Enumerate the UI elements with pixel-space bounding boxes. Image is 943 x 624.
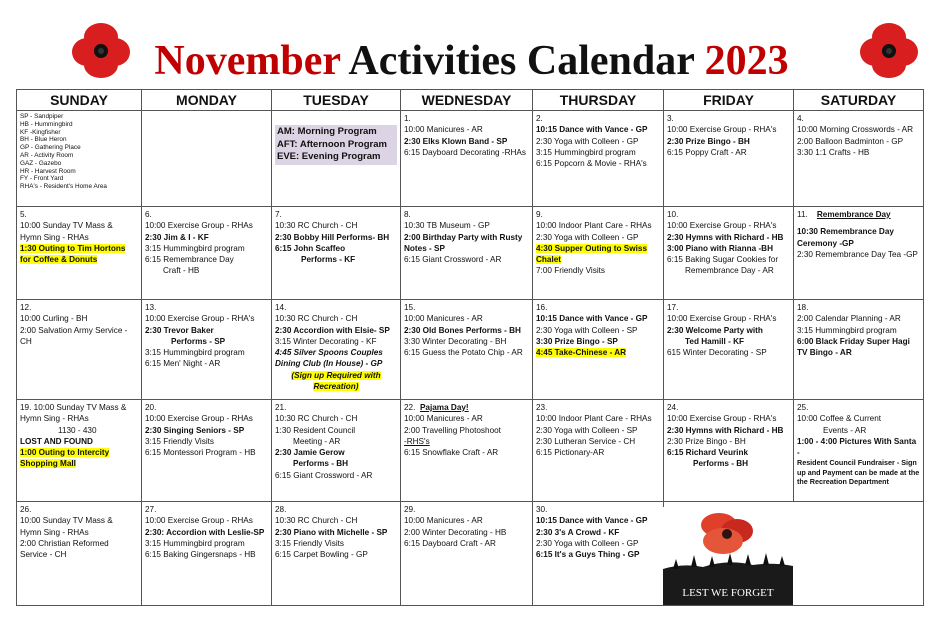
event: 3:15 Hummingbird program [145,348,245,358]
event: 10:00 Curling - BH [20,314,88,324]
event: 10:30 RC Church - CH [275,221,358,231]
day-cell [533,400,664,502]
day-cell [401,300,533,400]
event: 10:00 Exercise Group - RHA's [667,221,777,231]
day-number: 13. [145,303,157,312]
event: 6:15 Men' Night - AR [145,359,221,369]
event: 2:00 Salvation Army Service - CH [20,325,128,346]
event: 10:15 Dance with Vance - GP [536,314,648,324]
day-number: 14. [275,303,287,312]
event: 2:30 Yoga with Colleen - SP [536,325,638,335]
legend-item: BH - Blue Heron [20,136,67,144]
event: 10:00 Exercise Group - RHAs [145,414,253,424]
day-number: 23. [536,403,548,412]
day-cell [272,207,401,300]
day-cell [401,207,533,300]
event: 10:00 Manicures - AR [404,414,483,424]
event: 2:30 Prize Bingo - BH [667,436,746,446]
legend-item: FY - Front Yard [20,175,64,183]
program-key-item: AFT: Afternoon Program [277,138,387,150]
event: 3:15 Hummingbird program [145,538,245,548]
program-key-item: EVE: Evening Program [277,151,381,162]
event: Performs - BH [693,459,749,469]
event: 6:15 Poppy Craft - AR [667,147,747,157]
highlighted-event: 4:30 Supper Outing to Swiss Chalet [536,243,648,265]
event: 2:30 Old Bones Performs - BH [404,325,521,335]
day-number: 10. [667,210,679,219]
event: Remembrance Day - AR [685,266,774,276]
event: 10:00 Exercise Group - RHAs [145,516,253,526]
day-cell [272,300,401,400]
weekday-header-row [17,90,924,111]
event: 2:30 Remembrance Day Tea -GP [797,249,918,259]
day-number: 1. [404,114,411,123]
legend-item: GAZ - Gazebo [20,159,62,167]
day-cell [272,400,401,502]
event: 10:00 Coffee & Current [797,414,882,424]
event: 2:00 Balloon Badminton - GP [797,136,904,146]
event: 10:30 RC Church - CH [275,314,358,324]
weekday-header: WEDNESDAY [401,90,533,111]
day-number: 6. [145,210,152,219]
event: 6:15 Dayboard Craft - AR [404,538,496,548]
event: 2:30 Accordion with Elsie- SP [275,325,390,335]
event: 2:00 Calendar Planning - AR [797,314,901,324]
day-number: 16. [536,303,548,312]
day-number: 20. [145,403,157,412]
event: 6:15 John Scaffeo [275,243,346,253]
event: Hymn Sing - RHAs [20,232,89,242]
weekday-header: SUNDAY [17,90,142,111]
event: Performs - BH [293,459,349,469]
day-cell [272,502,401,606]
event: 10:30 TB Museum - GP [404,221,490,231]
week-row [17,400,924,502]
day-cell [664,207,794,300]
day-number: 11. [797,210,808,219]
empty-day-cell [142,111,272,207]
poppy-icon [70,20,132,82]
event: 7:00 Friendly Visits [536,266,606,276]
event: 2:30 Welcome Party with [667,325,763,335]
title-month: November [154,38,341,84]
event: 10:30 RC Church - CH [275,516,358,526]
event: 10:00 Manicures - AR [404,516,483,526]
day-number: 18. [797,303,809,312]
day-cell [794,400,924,502]
legend-item: KF -Kingfisher [20,128,61,136]
event: 10:15 Dance with Vance - GP [536,516,648,526]
day-cell [533,300,664,400]
event: 10:30 RC Church - CH [275,414,358,424]
calendar-title [0,38,943,84]
event: 6:15 Richard Veurink [667,448,748,458]
event: 3:15 Hummingbird program [145,243,245,253]
event: 10:00 Indoor Plant Care - RHAs [536,221,652,231]
event: Service - CH [20,550,67,560]
fundraiser-note: Resident Council Fundraiser - Sign up and Payment can be made at the the Recreation Department [797,458,920,487]
event: 2:00 Winter Decorating - HB [404,527,507,537]
event: 6:15 Giant Crossword - AR [275,470,373,480]
event: 3:15 Winter Decorating - KF [275,336,377,346]
week-row [17,111,924,207]
event: 10:00 Sunday TV Mass & [20,516,113,526]
weekday-header: SATURDAY [794,90,924,111]
title-year: 2023 [704,38,789,84]
day-cell [664,300,794,400]
event: Ted Hamill - KF [685,336,744,346]
event: 10:00 Manicures - AR [404,125,483,135]
day-cell [664,111,794,207]
weekday-header: THURSDAY [533,90,664,111]
day-number: 8. [404,210,411,219]
day-number: 25. [797,403,809,412]
event: 2:00 Birthday Party with Rusty Notes - SP [404,232,523,253]
day-number: 5. [20,210,27,219]
highlighted-event: 1:00 Outing to Intercity Shopping Mall [20,448,110,469]
highlighted-event: 1:30 Outing to Tim Hortons for Coffee & Donuts [20,243,126,265]
day-number: 3. [667,114,674,123]
day-cell [533,502,664,606]
event: 3:15 Hummingbird program [797,325,897,335]
event: 2:30 Prize Bingo - BH [667,136,750,146]
event: 4:45 Silver Spoons Couples Dining Club (In House) - GP [275,348,383,369]
legend-cell [17,111,142,207]
event: 2:30 Yoga with Colleen - GP [536,136,639,146]
event: 2:30 Bobby Hill Performs- BH [275,232,390,242]
poppy-icon [858,20,920,82]
day-number: 4. [797,114,804,123]
day-number: 26. [20,505,32,514]
event: 10:00 Exercise Group - RHA's [667,414,777,424]
day-cell [401,502,533,606]
highlighted-event: 4:45 Take-Chinese - AR [536,348,627,358]
event: 10:00 Indoor Plant Care - RHAs [536,414,652,424]
event: 10:00 Exercise Group - RHAs [145,221,253,231]
day-cell [794,207,924,300]
event: 6:00 Black Friday Super Hagi TV Bingo - AR [797,336,910,358]
event: 3:30 1:1 Crafts - HB [797,147,870,157]
event: 2:30 Yoga with Colleen - GP [536,538,639,548]
event: 10:15 Dance with Vance - GP [536,125,648,135]
event: 3:15 Friendly Visits [145,436,215,446]
event: 6:15 Remembrance Day [145,255,234,265]
day-number: 7. [275,210,282,219]
event: 3:15 Hummingbird program [536,147,636,157]
day-cell [17,502,142,606]
legend-item: SP - Sandpiper [20,113,64,120]
legend-item: GP - Gathering Place [20,144,81,152]
event: 10:00 Manicures - AR [404,314,483,324]
event: 2:30 3's A Crowd - KF [536,527,620,537]
event: 10:00 Exercise Group - RHA's [145,314,255,324]
day-number: 24. [667,403,679,412]
theme-day-label: Pajama Day! [419,403,469,412]
event: 6:15 Popcorn & Movie - RHA's [536,159,647,169]
day-cell [17,400,142,502]
day-cell [142,207,272,300]
event: 10:30 Remembrance Day Ceremony -GP [797,227,894,248]
day-number: 21. [275,403,287,412]
event: 6:15 It's a Guys Thing - GP [536,550,640,560]
program-key-item: AM: Morning Program [277,126,377,137]
day-number: 22. [404,403,416,412]
event: Craft - HB [163,266,200,276]
event: 3:30 Prize Bingo - SP [536,336,618,346]
event: 2:30 Jim & I - KF [145,232,209,242]
event: 6:15 Snowflake Craft - AR [404,448,499,458]
day-cell [664,400,794,502]
day-cell [142,400,272,502]
day-number: 12. [20,303,32,312]
event: Meeting - AR [293,436,341,446]
event: 2:30 Piano with Michelle - SP [275,527,388,537]
day-number: 17. [667,303,679,312]
day-number: 15. [404,303,416,312]
day-cell [401,111,533,207]
day-cell [142,300,272,400]
day-number: 29. [404,505,416,514]
day-number: 30. [536,505,548,514]
event: 10:00 Morning Crosswords - AR [797,125,914,135]
event: 10:00 Exercise Group - RHA's [667,314,777,324]
event: 6:15 Montessori Program - HB [145,448,256,458]
legend-item: AR - Activity Room [20,151,74,159]
day-number: 9. [536,210,543,219]
day-cell [142,502,272,606]
week-row [17,300,924,400]
day-cell [533,111,664,207]
day-cell [17,300,142,400]
event: -RHS's [404,436,430,446]
legend-item: RHA's - Resident's Home Area [20,183,107,191]
event: 6:15 Baking Sugar Cookies for [667,255,779,265]
legend-item: HB - Hummingbird [20,120,73,128]
holiday-label: Remembrance Day [816,210,891,219]
event: 1130 - 430 [58,425,97,435]
event: 3:00 Piano with Rianna -BH [667,243,773,253]
event: 10:00 Exercise Group - RHA's [667,125,777,135]
event: 2:30 Singing Seniors - SP [145,425,245,435]
event: 10:00 Sunday TV Mass & [20,221,113,231]
event: 2:30 Jamie Gerow [275,448,345,458]
day-cell [401,400,533,502]
program-key-box [275,125,397,165]
day-cell [794,111,924,207]
day-cell [794,300,924,400]
weekday-header: TUESDAY [272,90,401,111]
legend-item: HR - Harvest Room [20,167,76,175]
event: 3:15 Friendly Visits [275,538,345,548]
event: Performs - KF [301,255,356,265]
event: 6:15 Baking Gingersnaps - HB [145,550,256,560]
event: 2:30 Yoga with Colleen - GP [536,232,639,242]
event: Events - AR [823,425,867,435]
event: 2:30: Accordion with Leslie-SP [145,527,265,537]
event: Hymn Sing - RHAs [20,527,89,537]
day-cell [533,207,664,300]
lest-we-forget-image [663,507,793,605]
event: 2:30 Trevor Baker [145,325,214,335]
event: 2:30 Lutheran Service - CH [536,436,636,446]
day-number: 27. [145,505,157,514]
event: 2:30 Hymns with Richard - HB [667,232,784,242]
event: 3:30 Winter Decorating - BH [404,336,507,346]
day-number: 2. [536,114,543,123]
event: 1:00 - 4:00 Pictures With Santa - [797,436,917,458]
event: 1:30 Resident Council [275,425,356,435]
event: 6:15 Guess the Potato Chip - AR [404,348,523,358]
event: 2:30 Hymns with Richard - HB [667,425,784,435]
event: 2:00 Travelling Photoshoot [404,425,501,435]
program-key-cell [272,111,401,207]
event: 6:15 Pictionary-AR [536,448,605,458]
event: 19. 10:00 Sunday TV Mass & Hymn Sing - RHAs [20,403,127,424]
event: 6:15 Dayboard Decorating -RHAs [404,147,526,157]
weekday-header: MONDAY [142,90,272,111]
day-cell [17,207,142,300]
weekday-header: FRIDAY [664,90,794,111]
day-number: 28. [275,505,287,514]
event: 615 Winter Decorating - SP [667,348,767,358]
title-middle: Activities Calendar [348,38,695,84]
lest-we-forget-text: LEST WE FORGET [682,587,774,599]
event: Performs - SP [171,336,226,346]
highlighted-note: (Sign up Required with Recreation) [291,370,381,392]
event: 6:15 Carpet Bowling - GP [275,550,368,560]
week-row [17,207,924,300]
event: LOST AND FOUND [20,436,93,446]
event: 2:30 Elks Klown Band - SP [404,136,508,146]
event: 6:15 Giant Crossword - AR [404,255,502,265]
event: 2:30 Yoga with Colleen - SP [536,425,638,435]
event: 2:00 Christian Reformed [20,538,109,548]
